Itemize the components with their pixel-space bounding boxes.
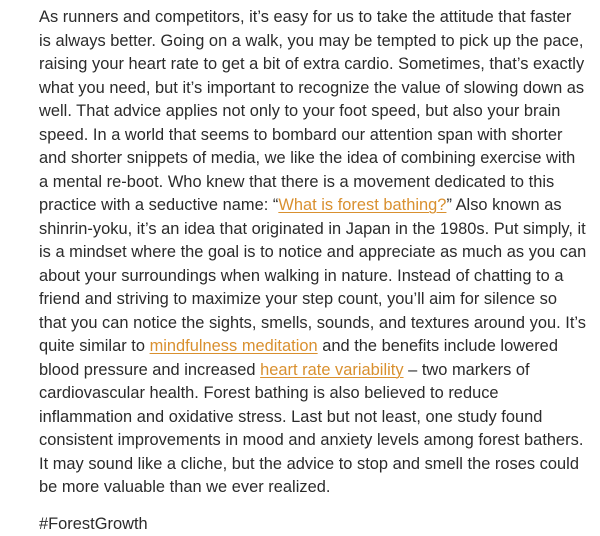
paragraph-text: ” Also known as shinrin-yoku, it’s an idea that originated in Japan in the 1980s. Put simply, it is a mindset where the goal is to notice and appreciate as much as you can about your surroundings when walking in nature. Instead of chatting to a friend and striving to maximize your step count, you’ll aim for silence so that you can notice the sights, smells, sounds, and textures around you. It’s quite similar to (39, 196, 586, 355)
paragraph-text: As runners and competitors, it’s easy for us to take the attitude that faster is always better. Going on a walk, you may be tempted to pick up the pace, raising your heart rate to get a bit of extra cardio. Sometimes, that’s exactly what you need, but it’s important to recognize the value of slowing down as well. That advice applies not only to your foot speed, but also your brain speed. In a world that seems to bombard our attention span with shorter and shorter snippets of media, we like the idea of combining exercise with a mental re-boot. Who knew that there is a movement dedicated to this practice with a seductive name: “ (39, 8, 584, 214)
link-heart-rate-variability[interactable]: heart rate variability (260, 361, 403, 379)
paragraph-text: – two markers of cardiovascular health. Forest bathing is also believed to reduce inflammation and oxidative stress. Last but not least, one study found consistent improvements in mood and anxiety levels among forest bathers. It may sound like a cliche, but the advice to stop and smell the roses could be more valuable than we ever realized. (39, 361, 583, 497)
link-mindfulness-meditation[interactable]: mindfulness meditation (150, 337, 318, 355)
paragraph-text: and the benefits include lowered blood pressure and increased (39, 337, 558, 379)
link-what-is-forest-bathing[interactable]: What is forest bathing? (278, 196, 446, 214)
article-body (39, 6, 587, 536)
article-paragraph (39, 6, 587, 500)
hashtag: #ForestGrowth (39, 513, 587, 536)
